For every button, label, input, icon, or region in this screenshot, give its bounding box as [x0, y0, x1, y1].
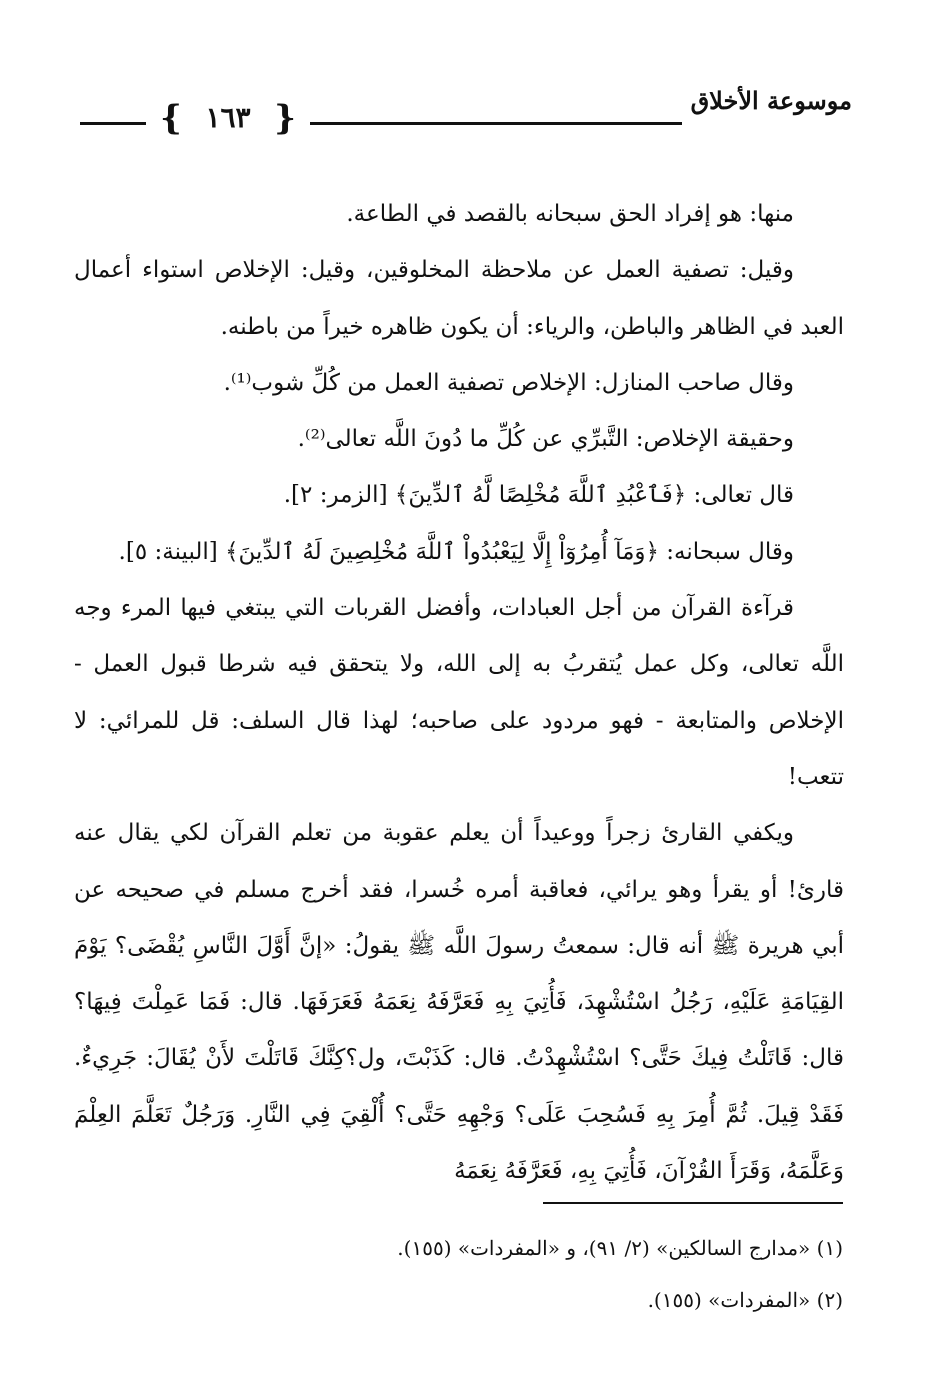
paragraph: منها: هو إفراد الحق سبحانه بالقصد في الطاعة.	[346, 201, 794, 227]
ornament-bracket-right: }	[274, 98, 296, 138]
hadith-paragraph: ويكفي القارئ زجراً ووعيداً أن يعلم عقوبة من تعلم القرآن لكي يقال عنه قارئ! أو يقرأ وهو يرائي، فعاقبة أمره خُسرا، فقد أخرج مسلم في صحيحه عن أبي هريرة ﷺ أنه قال: سمعتُ رسولَ اللَّه ﷺ يقولُ: «إنَّ أَوَّلَ النَّاسِ يُقْضَى؟ يَوْمَ القِيَامَةِ عَلَيْهِ، رَجُلُ اسْتُشْهِدَ، فَأُتِيَ بِهِ فَعَرَّفَهُ نِعَمَهُ فَعَرَفَهَا. قال: فَمَا عَمِلْتَ فِيهَا؟ قال: قَاتَلْتُ فِيكَ حَتَّى؟ اسْتُشْهِدْتُ. قال: كَذَبْتَ، ول؟كِنَّكَ قَاتَلْتَ لأَنْ يُقَالَ: جَرِيءٌ. فَقَدْ قِيلَ. ثُمَّ أُمِرَ بِهِ فَسُحِبَ عَلَى؟ وَجْهِهِ حَتَّى؟ أُلْقِيَ فِي النَّارِ. وَرَجُلٌ تَعَلَّمَ العِلْمَ وَعَلَّمَهُ، وَقَرَأَ القُرْآنَ، فَأُتِيَ بِهِ، فَعَرَّفَهُ نِعَمَهُ	[74, 820, 844, 1185]
page-number: ١٦٣	[205, 101, 251, 134]
header-rule-left	[80, 122, 146, 125]
footnote: (١) «مدارج السالكين» (٢/ ٩١)، و «المفردات» (١٥٥).	[397, 1236, 843, 1260]
quran-verse-paragraph: قال تعالى: ﴿فَٱعْبُدِ ٱللَّهَ مُخْلِصًا لَّهُ ٱلدِّينَ﴾ [الزمر: ٢].	[283, 482, 794, 509]
main-text	[74, 186, 844, 1199]
paragraph: وحقيقة الإخلاص: التَّبرِّي عن كُلِّ ما دُونَ اللَّه تعالى⁽²⁾.	[297, 426, 794, 453]
header-rule-right	[310, 122, 682, 125]
ornament-bracket-left: {	[160, 98, 182, 138]
footnotes	[300, 1222, 843, 1326]
page-number-box	[160, 88, 296, 146]
book-title: موسوعة الأخلاق	[690, 86, 852, 115]
quran-verse-paragraph: وقال سبحانه: ﴿وَمَآ أُمِرُوٓاْ إِلَّا لِيَعْبُدُواْ ٱللَّهَ مُخْلِصِينَ لَهُ ٱلدِّينَ﴾ [البينة: ٥].	[118, 538, 794, 565]
paragraph: وقيل: تصفية العمل عن ملاحظة المخلوقين، وقيل: الإخلاص استواء أعمال العبد في الظاهر والباطن، والرياء: أن يكون ظاهره خيراً من باطنه.	[74, 257, 844, 340]
paragraph: وقال صاحب المنازل: الإخلاص تصفية العمل من كُلِّ شوب⁽¹⁾.	[223, 369, 794, 396]
page-header	[72, 78, 852, 138]
paragraph: قرآءة القرآن من أجل العبادات، وأفضل القربات التي يبتغي فيها المرء وجه اللَّه تعالى، وكل عمل يُتقربُ به إلى الله، ولا يتحقق فيه شرطا قبول العمل - الإخلاص والمتابعة - فهو مردود على صاحبه؛ لهذا قال السلف: قل للمرائي: لا تتعب!	[74, 595, 844, 790]
footnote-divider	[543, 1202, 843, 1204]
footnote: (٢) «المفردات» (١٥٥).	[647, 1288, 843, 1312]
